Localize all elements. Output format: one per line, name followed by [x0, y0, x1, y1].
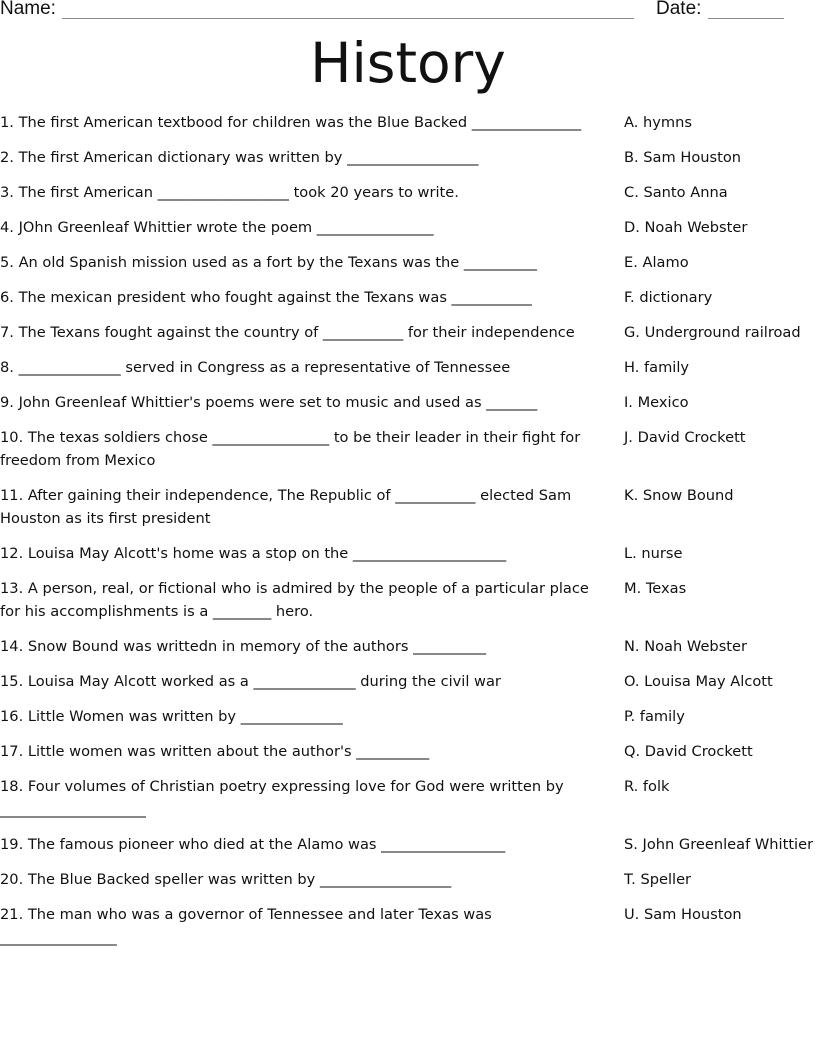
question-text: 21. The man who was a governor of Tennessee and later Texas was ________________	[0, 906, 492, 946]
item-row	[0, 286, 816, 321]
answer-option: D. Noah Webster	[624, 219, 748, 236]
answer-option: E. Alamo	[624, 254, 689, 271]
answer-option: J. David Crockett	[624, 429, 746, 446]
answer-option: G. Underground railroad	[624, 324, 801, 341]
question-text: 13. A person, real, or fictional who is admired by the people of a particular place for his accomplishments is a ________ hero.	[0, 580, 589, 620]
item-row	[0, 216, 816, 251]
item-row	[0, 321, 816, 356]
question-text: 2. The first American dictionary was written by __________________	[0, 149, 479, 166]
date-blank-line	[708, 18, 784, 19]
question-text: 11. After gaining their independence, The Republic of ___________ elected Sam Houston as its first president	[0, 487, 572, 527]
question-text: 19. The famous pioneer who died at the Alamo was _________________	[0, 836, 506, 853]
question-text: 4. JOhn Greenleaf Whittier wrote the poem ________________	[0, 219, 434, 236]
item-row	[0, 146, 816, 181]
question-text: 15. Louisa May Alcott worked as a ______________ during the civil war	[0, 673, 501, 690]
answer-option: Q. David Crockett	[624, 743, 753, 760]
question-text: 1. The first American textbood for children was the Blue Backed _______________	[0, 114, 582, 131]
question-text: 8. ______________ served in Congress as a representative of Tennessee	[0, 359, 511, 376]
date-label: Date:	[656, 0, 702, 19]
question-text: 20. The Blue Backed speller was written by __________________	[0, 871, 452, 888]
question-text: 7. The Texans fought against the country of ___________ for their independence	[0, 324, 575, 341]
item-row	[0, 833, 816, 868]
question-text: 6. The mexican president who fought against the Texans was ___________	[0, 289, 532, 306]
item-row	[0, 426, 816, 484]
item-row	[0, 903, 816, 961]
answer-option: R. folk	[624, 778, 670, 795]
item-row	[0, 670, 816, 705]
item-row	[0, 868, 816, 903]
item-row	[0, 356, 816, 391]
question-text: 9. John Greenleaf Whittier's poems were set to music and used as _______	[0, 394, 538, 411]
answer-option: A. hymns	[624, 114, 692, 131]
answer-option: T. Speller	[624, 871, 692, 888]
item-row	[0, 705, 816, 740]
question-text: 5. An old Spanish mission used as a fort by the Texans was the __________	[0, 254, 537, 271]
item-row	[0, 391, 816, 426]
item-row	[0, 181, 816, 216]
answer-option: N. Noah Webster	[624, 638, 747, 655]
item-row	[0, 635, 816, 670]
item-row	[0, 251, 816, 286]
answer-option: B. Sam Houston	[624, 149, 742, 166]
answer-option: C. Santo Anna	[624, 184, 728, 201]
item-row	[0, 775, 816, 833]
item-row	[0, 111, 816, 146]
item-row	[0, 542, 816, 577]
answer-option: F. dictionary	[624, 289, 713, 306]
worksheet-title: History	[310, 31, 506, 95]
name-blank-line	[62, 18, 634, 19]
answer-option: S. John Greenleaf Whittier	[624, 836, 814, 853]
question-text: 18. Four volumes of Christian poetry expressing love for God were written by ____________________	[0, 778, 564, 818]
question-text: 10. The texas soldiers chose ________________ to be their leader in their fight for freedom from Mexico	[0, 429, 581, 469]
answer-option: L. nurse	[624, 545, 683, 562]
question-text: 3. The first American __________________ took 20 years to write.	[0, 184, 459, 201]
question-text: 16. Little Women was written by ______________	[0, 708, 343, 725]
question-text: 12. Louisa May Alcott's home was a stop on the _____________________	[0, 545, 507, 562]
answer-option: O. Louisa May Alcott	[624, 673, 773, 690]
answer-option: U. Sam Houston	[624, 906, 742, 923]
item-row	[0, 484, 816, 542]
answer-option: P. family	[624, 708, 685, 725]
answer-option: I. Mexico	[624, 394, 689, 411]
answer-option: K. Snow Bound	[624, 487, 734, 504]
question-text: 14. Snow Bound was writtedn in memory of the authors __________	[0, 638, 487, 655]
item-row	[0, 577, 816, 635]
worksheet-header	[0, 0, 816, 22]
item-row	[0, 740, 816, 775]
question-text: 17. Little women was written about the author's __________	[0, 743, 430, 760]
matching-items	[0, 111, 816, 961]
answer-option: H. family	[624, 359, 690, 376]
answer-option: M. Texas	[624, 580, 687, 597]
name-label: Name:	[0, 0, 56, 19]
